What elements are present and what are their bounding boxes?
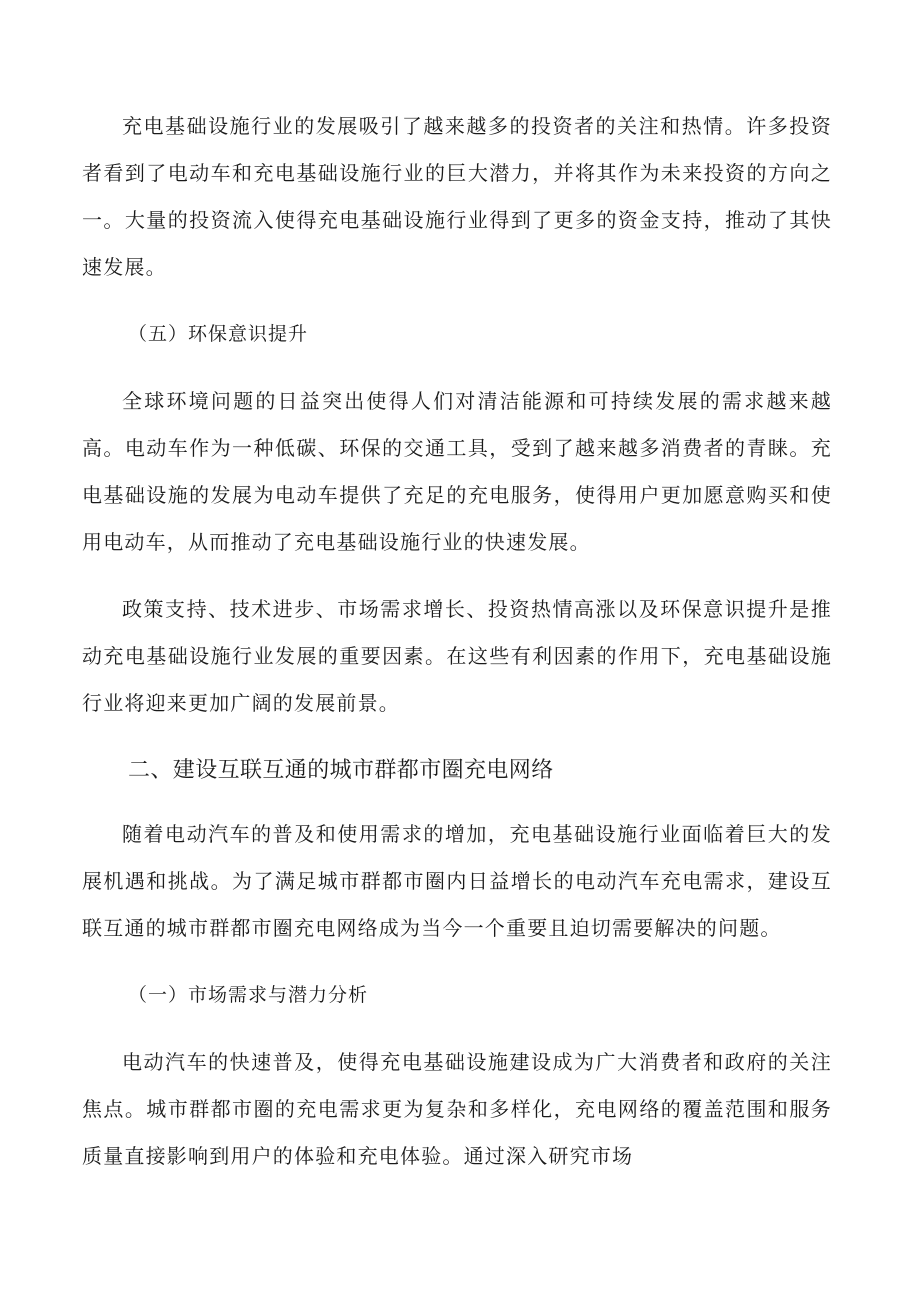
- document-page: [82, 103, 832, 1180]
- paragraph-investment: 充电基础设施行业的发展吸引了越来越多的投资者的关注和热情。许多投资者看到了电动车和充电基础设施行业的巨大潜力，并将其作为未来投资的方向之一。大量的投资流入使得充电基础设施行业得到了更多的资金支持，推动了其快速发展。: [82, 114, 832, 279]
- paragraph-summary: 政策支持、技术进步、市场需求增长、投资热情高涨以及环保意识提升是推动充电基础设施行业发展的重要因素。在这些有利因素的作用下，充电基础设施行业将迎来更加广阔的发展前景。: [82, 597, 832, 715]
- section-heading-market-demand: （一）市场需求与潜力分析: [128, 984, 369, 1006]
- paragraph-market-demand: 电动汽车的快速普及，使得充电基础设施建设成为广大消费者和政府的关注焦点。城市群都市圈的充电需求更为复杂和多样化，充电网络的覆盖范围和服务质量直接影响到用户的体验和充电体验。通过深入研究市场: [82, 1050, 832, 1168]
- paragraph-environment: 全球环境问题的日益突出使得人们对清洁能源和可持续发展的需求越来越高。电动车作为一种低碳、环保的交通工具，受到了越来越多消费者的青睐。充电基础设施的发展为电动车提供了充足的充电服务，使得用户更加愿意购买和使用电动车，从而推动了充电基础设施行业的快速发展。: [82, 389, 832, 554]
- section-heading-environmental-awareness: （五）环保意识提升: [128, 323, 309, 345]
- paragraph-network-intro: 随着电动汽车的普及和使用需求的增加，充电基础设施行业面临着巨大的发展机遇和挑战。为了满足城市群都市圈内日益增长的电动汽车充电需求，建设互联互通的城市群都市圈充电网络成为当今一个重要且迫切需要解决的问题。: [82, 822, 832, 940]
- chapter-heading-charging-network: 二、建设互联互通的城市群都市圈充电网络: [128, 758, 554, 783]
